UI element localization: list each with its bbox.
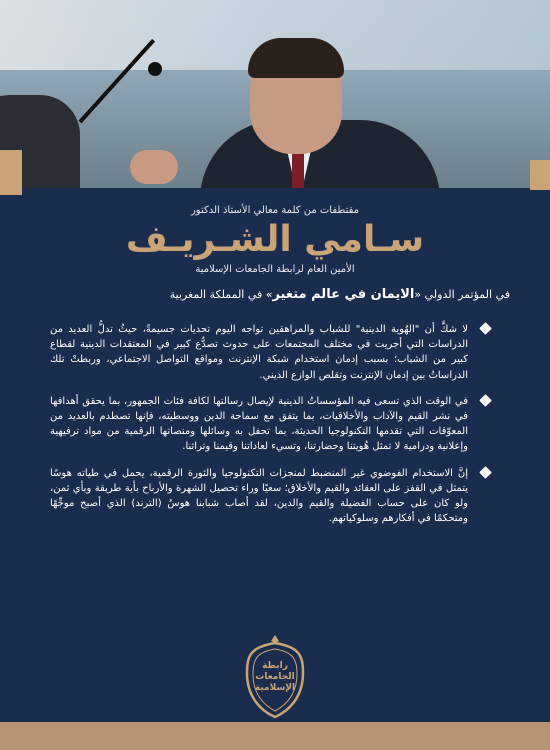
header-photo — [0, 0, 550, 188]
accent-corner-right — [530, 160, 550, 190]
quote-paragraph — [50, 466, 468, 527]
speaker-hair — [248, 38, 344, 78]
bottom-band — [0, 722, 550, 750]
speaker-name: سـامي الشـريـف — [125, 219, 425, 260]
diamond-bullet-icon — [479, 394, 492, 407]
quote-text: في الوقت الذي تسعى فيه المؤسساتُ الدينية لإيصال رسالتها لكافة فئات الجمهور، بما يحقق أهدافها في نشر القيم والآداب والأخلاقيات، بما يتفق مع سماحة الدين ووسطيته، فإنها تصطدم بالعديد من المعوّقات التي تقدمها التكنولوجيا الحديثة، بما تحفل به وسائلها ومنصاتها الرقمية من مواد ترفيهية وإعلانية ودرامية لا تمثل هُويتنا وحضارتنا، وتسيء لعاداتنا وقيمنا وتراثنا. — [50, 395, 468, 453]
conference-suffix: » في المملكة المغربية — [169, 288, 273, 301]
speaker-position: الأمين العام لرابطة الجامعات الإسلامية — [195, 264, 355, 275]
conference-prefix: في المؤتمر الدولي « — [414, 288, 510, 301]
speaker-hand — [130, 150, 178, 184]
league-logo — [241, 633, 309, 719]
title-block — [40, 205, 510, 302]
accent-corner-left — [0, 150, 22, 195]
quote-text: إنَّ الاستخدام الفوضوي غير المنضبط لمنجزات التكنولوجيا والثورة الرقمية، يحمل في طياته هوسًا يتمثل في القفز على العقائد والقيم والأخلاق؛ سعيًا وراء تحصيل الشهرة والأرباح بأية طريقة وبأي ثمن، ولو كان على حساب الفضيلة والقيم والدين، لقد أصاب شبابنا هوسُ (الترند) الذي أصبح موجِّهًا ومتحكمًا في أفكارهم وسلوكياتهم. — [50, 467, 468, 525]
intro-text: مقتطفات من كلمة معالي الأستاذ الدكتور — [190, 205, 360, 216]
conference-title: الايمان في عالم متغير — [272, 287, 415, 302]
diamond-bullet-icon — [479, 466, 492, 479]
diamond-bullet-icon — [479, 322, 492, 335]
quote-paragraph — [50, 394, 468, 455]
microphone-icon — [148, 62, 162, 76]
quote-text: لا شكَّ أن "الهُوية الدينية" للشباب والمراهقين تواجه اليوم تحديات جسيمةً، حيثُ تدلُّ العديد من الدراسات التي أجريت في مختلف المجتمعات على حدوث تصدُّع كبير في المعتقدات الدينية لقطاع كبير من الشباب؛ بسبب إدمان استخدام شبكة الإنترنت ومواقع التواصل الاجتماعي، وربطتْ تلك الدراساتُ بين إدمان الإنترنت وتقلص الوازع الديني. — [50, 324, 468, 381]
logo-text: رابطة الجامعات الإسلامية — [254, 661, 296, 693]
quote-paragraph — [50, 322, 468, 383]
quotes — [50, 322, 468, 537]
conference-line — [40, 287, 510, 302]
